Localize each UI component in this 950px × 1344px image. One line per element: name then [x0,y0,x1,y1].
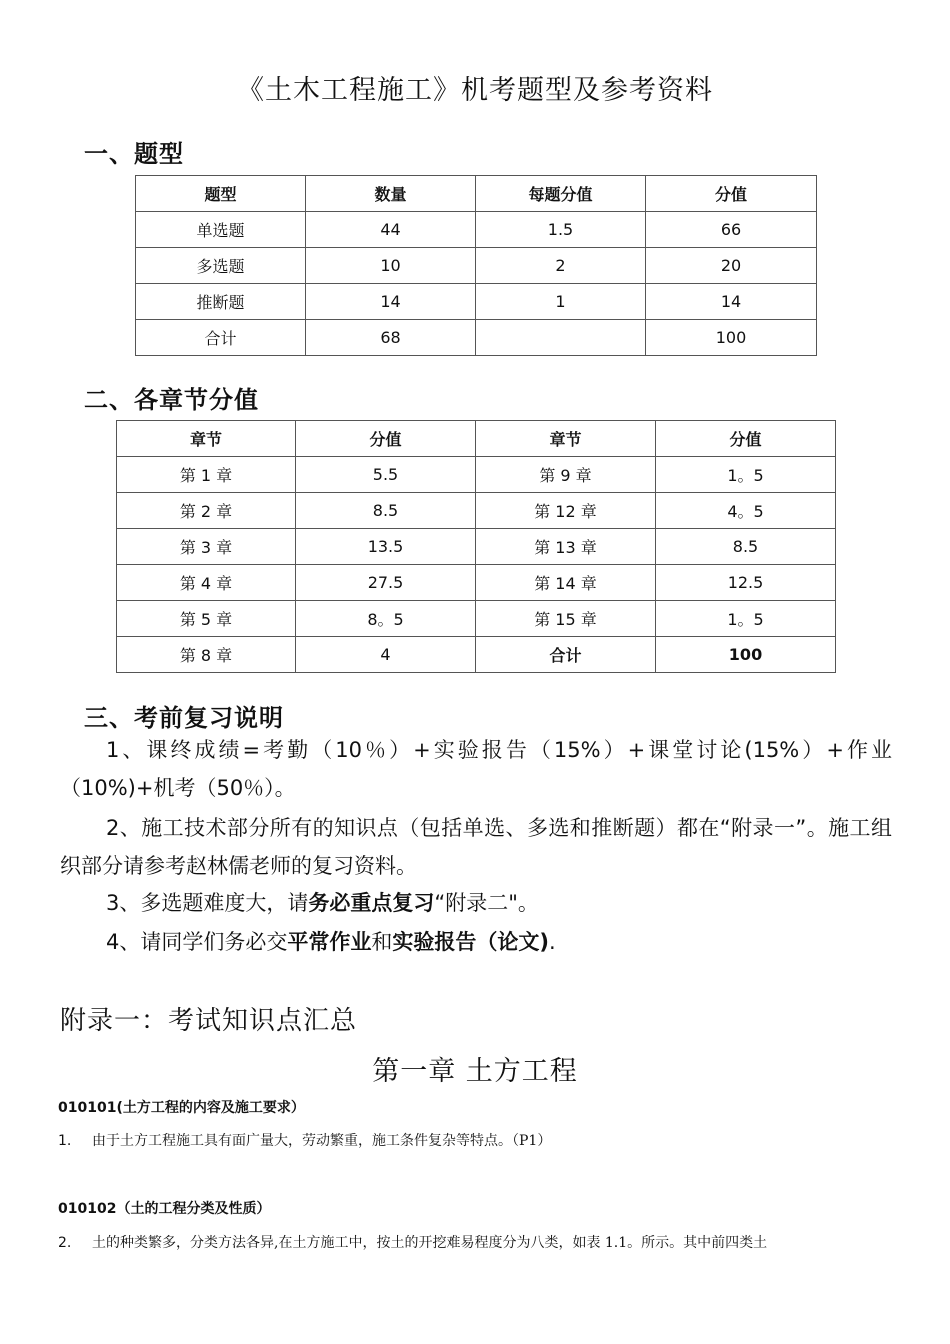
knowledge-point-heading: 010101(土方工程的内容及施工要求） [58,1100,305,1116]
table-cell: 第 13 章 [476,529,656,565]
table-cell: 12.5 [656,565,836,601]
table-row [117,493,836,529]
note-text: 和 [371,930,393,954]
review-note-2: 2、施工技术部分所有的知识点（包括单选、多选和推断题）都在“附录一”。施工组织部分请参考赵林儒老师的复习资料。 [60,816,892,878]
table-cell: 100 [646,320,817,356]
review-note-4 [60,923,892,961]
table-cell: 2 [476,248,646,284]
table-cell: 第 4 章 [117,565,296,601]
section-heading-question-types: 一、题型 [84,140,184,168]
note-text: 3、多选题难度大，请 [106,891,309,915]
header-cell: 分值 [296,421,476,457]
table-cell: 第 2 章 [117,493,296,529]
item-number: 2. [58,1235,72,1251]
review-note-1: 1、课终成绩=考勤（10％）+实验报告（15%）+课堂讨论(15%）+作业（10%)+机考（50％）。 [60,738,892,800]
table-cell: 第 5 章 [117,601,296,637]
table-cell: 第 15 章 [476,601,656,637]
table-cell: 8。5 [296,601,476,637]
table-cell: 44 [306,212,476,248]
note-emphasis: 务必重点复习 [308,891,435,915]
table-row [117,637,836,673]
table-header-row [136,176,817,212]
table-cell: 1。5 [656,601,836,637]
note-text: 4、请同学们务必交 [106,930,288,954]
header-cell: 章节 [117,421,296,457]
section-heading-review-notes: 三、考前复习说明 [84,704,284,732]
table-cell: 第 14 章 [476,565,656,601]
header-cell: 每题分值 [476,176,646,212]
table-cell: 合计 [136,320,306,356]
knowledge-item [58,1232,898,1252]
question-type-table [135,175,817,356]
header-cell: 题型 [136,176,306,212]
table-cell: 68 [306,320,476,356]
table-cell-total-label: 合计 [476,637,656,673]
header-cell: 分值 [656,421,836,457]
table-row [136,284,817,320]
table-row [117,457,836,493]
note-emphasis: 实验报告（论文) [392,930,549,954]
table-row [136,212,817,248]
table-cell: 20 [646,248,817,284]
table-cell: 4 [296,637,476,673]
table-row [117,565,836,601]
table-cell: 10 [306,248,476,284]
note-text: . [548,930,556,954]
header-cell: 数量 [306,176,476,212]
header-cell: 分值 [646,176,817,212]
appendix-title: 附录一：考试知识点汇总 [60,1006,358,1036]
note-emphasis: 平常作业 [287,930,372,954]
table-cell: 14 [646,284,817,320]
knowledge-point-heading: 010102（土的工程分类及性质） [58,1201,271,1217]
knowledge-item [58,1130,898,1150]
table-cell: 第 1 章 [117,457,296,493]
table-row [136,320,817,356]
header-cell: 章节 [476,421,656,457]
item-text: 由于土方工程施工具有面广量大，劳动繁重，施工条件复杂等特点。（P1） [92,1133,552,1149]
section-heading-chapter-scores: 二、各章节分值 [84,386,259,414]
table-cell: 多选题 [136,248,306,284]
chapter-score-table [116,420,836,673]
table-row [136,248,817,284]
page-title: 《土木工程施工》机考题型及参考资料 [237,75,713,106]
table-cell: 第 3 章 [117,529,296,565]
table-cell: 4。5 [656,493,836,529]
table-cell: 27.5 [296,565,476,601]
table-row [117,601,836,637]
table-cell: 1 [476,284,646,320]
table-cell: 推断题 [136,284,306,320]
table-cell: 1.5 [476,212,646,248]
table-row [117,529,836,565]
table-cell: 1。5 [656,457,836,493]
item-number: 1. [58,1133,72,1149]
chapter-title: 第一章 土方工程 [372,1056,578,1087]
table-cell-total-value: 100 [656,637,836,673]
table-cell: 14 [306,284,476,320]
table-cell: 8.5 [656,529,836,565]
table-cell: 5.5 [296,457,476,493]
table-cell: 13.5 [296,529,476,565]
table-cell: 单选题 [136,212,306,248]
table-cell: 第 9 章 [476,457,656,493]
table-header-row [117,421,836,457]
note-text: “附录二"。 [434,891,539,915]
review-note-3 [60,884,892,922]
item-text: 土的种类繁多，分类方法各异,在土方施工中，按土的开挖难易程度分为八类，如表 1.1。所示。其中前四类土 [92,1235,768,1251]
table-cell: 8.5 [296,493,476,529]
table-cell: 第 12 章 [476,493,656,529]
table-cell: 66 [646,212,817,248]
table-cell [476,320,646,356]
table-cell: 第 8 章 [117,637,296,673]
